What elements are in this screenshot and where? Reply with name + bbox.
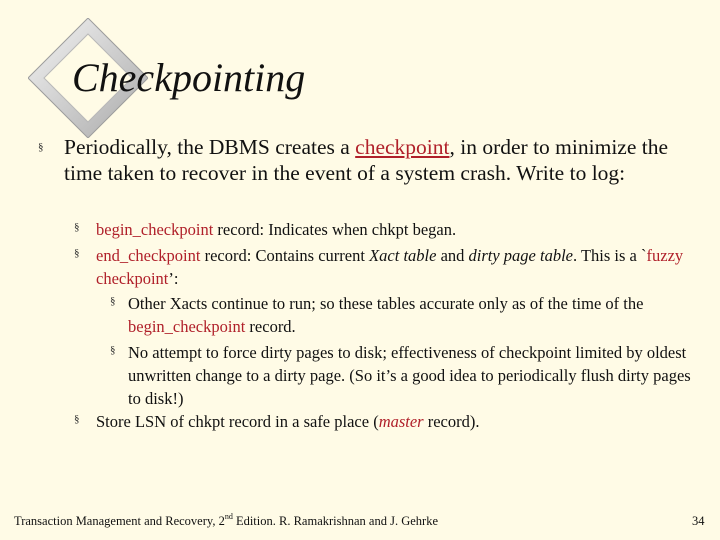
slide-title: Checkpointing xyxy=(72,55,306,100)
bullet-other-xacts xyxy=(128,292,703,338)
bullet-marker: § xyxy=(110,344,116,356)
page-number: 34 xyxy=(692,514,705,528)
end-checkpoint-term: end_checkpoint xyxy=(96,246,201,265)
slide-footer xyxy=(14,514,438,529)
bullet-text: and xyxy=(436,246,469,265)
bullet-text: record: Indicates when chkpt began. xyxy=(213,220,457,239)
checkpoint-term: checkpoint xyxy=(355,135,450,159)
bullet-text: record. xyxy=(245,317,296,336)
master-term: master xyxy=(378,412,424,431)
bullet-end-checkpoint xyxy=(96,244,696,290)
footer-text: Edition. R. Ramakrishnan and J. Gehrke xyxy=(232,514,438,528)
bullet-marker: § xyxy=(74,247,80,259)
bullet-no-force xyxy=(128,341,703,410)
bullet-text: , in order to minimize the time taken to recover in the event of a system crash. Write to log: xyxy=(64,135,669,185)
bullet-text: Periodically, the DBMS creates a xyxy=(64,135,356,159)
xact-table-term: Xact table xyxy=(369,246,437,265)
bullet-text: ’: xyxy=(168,269,179,288)
begin-checkpoint-term: begin_checkpoint xyxy=(128,317,246,336)
footer-text: Transaction Management and Recovery, 2 xyxy=(14,514,225,528)
bullet-text: record). xyxy=(423,412,480,431)
fuzzy-checkpoint-term: fuzzy checkpoint xyxy=(96,246,684,288)
bullet-text: Other Xacts continue to run; so these tables accurate only as of the time of the xyxy=(128,294,644,313)
bullet-text: Store LSN of chkpt record in a safe place ( xyxy=(96,412,379,431)
bullet-text: No attempt to force dirty pages to disk; effectiveness of checkpoint limited by oldest unwritten change to a dirty page. (So it’s a good idea to periodically flush dirty pages to disk!) xyxy=(128,343,691,408)
bullet-marker: § xyxy=(38,141,44,153)
footer-superscript: nd xyxy=(224,512,233,521)
dirty-page-table-term: dirty page table xyxy=(468,246,573,265)
bullet-marker: § xyxy=(110,295,116,307)
bullet-marker: § xyxy=(74,221,80,233)
bullet-text: record: Contains current xyxy=(200,246,370,265)
bullet-text: . This is a ` xyxy=(573,246,647,265)
bullet-store-lsn xyxy=(96,410,696,433)
bullet-begin-checkpoint xyxy=(96,218,696,241)
bullet-checkpoint-definition xyxy=(64,134,704,186)
bullet-marker: § xyxy=(74,413,80,425)
begin-checkpoint-term: begin_checkpoint xyxy=(96,220,214,239)
